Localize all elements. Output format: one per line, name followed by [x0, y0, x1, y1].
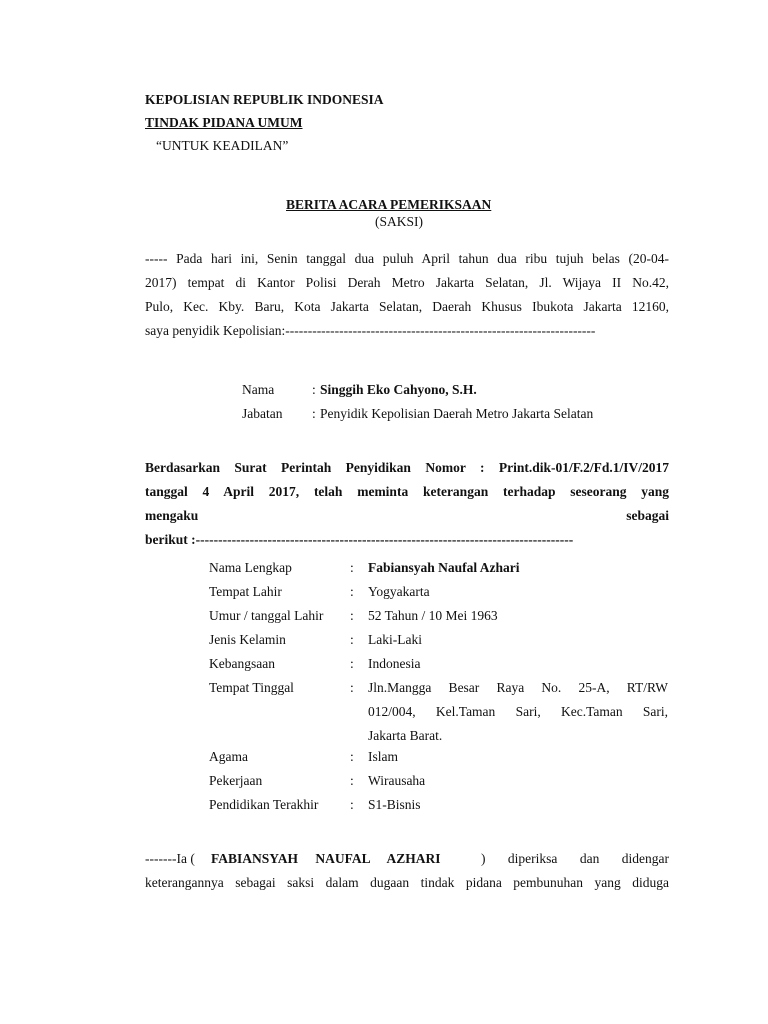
field-value: Indonesia — [368, 656, 421, 671]
warrant-line — [145, 504, 669, 528]
warrant-line: Berdasarkan Surat Perintah Penyidikan Nomor : Print.dik-01/F.2/Fd.1/IV/2017 — [145, 460, 669, 475]
agency-name: KEPOLISIAN REPUBLIK INDONESIA — [145, 92, 384, 107]
investigator-position-label: Jabatan — [242, 406, 283, 421]
separator: : — [350, 608, 354, 623]
statement-suffix: ) diperiksa dan didengar — [481, 851, 669, 866]
witness-field-row — [209, 556, 669, 580]
witness-field-row — [209, 769, 669, 793]
investigator-position-value: Penyidik Kepolisian Daerah Metro Jakarta Selatan — [320, 406, 594, 421]
opening-line: Pulo, Kec. Kby. Baru, Kota Jakarta Selatan, Daerah Khusus Ibukota Jakarta 12160, — [145, 299, 669, 314]
document-title: BERITA ACARA PEMERIKSAAN — [286, 197, 492, 212]
field-value: S1-Bisnis — [368, 797, 421, 812]
field-value: Wirausaha — [368, 773, 426, 788]
field-value: Laki-Laki — [368, 632, 422, 647]
separator: : — [350, 632, 354, 647]
document-subtitle: (SAKSI) — [375, 214, 424, 229]
separator: : — [350, 749, 354, 764]
address-line: 012/004, Kel.Taman Sari, Kec.Taman Sari, — [368, 704, 668, 719]
witness-field-row — [209, 628, 669, 652]
separator: : — [312, 406, 316, 421]
statement-line: keterangannya sebagai saksi dalam dugaan tindak pidana pembunuhan yang diduga — [145, 875, 669, 890]
witness-field-row — [209, 580, 669, 604]
opening-line: 2017) tempat di Kantor Polisi Derah Metro Jakarta Selatan, Jl. Wijaya II No.42, — [145, 275, 669, 290]
field-value: Yogyakarta — [368, 584, 430, 599]
investigator-position-row — [242, 402, 672, 426]
field-label: Jenis Kelamin — [209, 632, 286, 647]
statement-prefix: -------Ia ( — [145, 851, 195, 866]
separator: : — [350, 584, 354, 599]
separator: : — [312, 382, 316, 397]
warrant-line: berikut :------------------------------------------------------------------------------------ — [145, 532, 574, 547]
field-label: Pendidikan Terakhir — [209, 797, 319, 812]
warrant-line: tanggal 4 April 2017, telah meminta keterangan terhadap seseorang yang — [145, 484, 669, 499]
field-value: 52 Tahun / 10 Mei 1963 — [368, 608, 498, 623]
field-value: Fabiansyah Naufal Azhari — [368, 560, 520, 575]
opening-line: saya penyidik Kepolisian:--------------------------------------------------------------------- — [145, 323, 596, 338]
separator: : — [350, 680, 354, 695]
investigator-name-row — [242, 378, 672, 402]
separator: : — [350, 560, 354, 575]
warrant-paragraph — [145, 456, 669, 552]
witness-field-row — [209, 604, 669, 628]
opening-line: ----- Pada hari ini, Senin tanggal dua puluh April tahun dua ribu tujuh belas (20-04- — [145, 251, 669, 266]
division-name: TINDAK PIDANA UMUM — [145, 115, 303, 130]
witness-field-row — [209, 745, 669, 769]
witness-field-row — [209, 793, 669, 817]
field-label: Nama Lengkap — [209, 560, 292, 575]
field-label: Kebangsaan — [209, 656, 275, 671]
address-line: Jakarta Barat. — [368, 728, 443, 743]
witness-field-row — [209, 676, 669, 748]
warrant-word: sebagai — [626, 508, 669, 523]
motto: “UNTUK KEADILAN” — [156, 138, 289, 153]
field-label: Agama — [209, 749, 248, 764]
separator: : — [350, 773, 354, 788]
field-label: Tempat Lahir — [209, 584, 282, 599]
warrant-word: mengaku — [145, 508, 199, 523]
separator: : — [350, 656, 354, 671]
address-line: Jln.Mangga Besar Raya No. 25-A, RT/RW — [368, 680, 668, 695]
witness-name-emphasis: FABIANSYAH NAUFAL AZHARI — [211, 851, 441, 866]
address-value — [368, 676, 668, 748]
field-value: Islam — [368, 749, 398, 764]
field-label: Umur / tanggal Lahir — [209, 608, 324, 623]
investigator-name-label: Nama — [242, 382, 275, 397]
field-label: Tempat Tinggal — [209, 680, 294, 695]
statement-paragraph — [145, 847, 669, 895]
investigator-name-value: Singgih Eko Cahyono, S.H. — [320, 382, 477, 397]
separator: : — [350, 797, 354, 812]
statement-line — [145, 847, 669, 871]
witness-field-row — [209, 652, 669, 676]
opening-paragraph — [145, 247, 669, 343]
field-label: Pekerjaan — [209, 773, 263, 788]
